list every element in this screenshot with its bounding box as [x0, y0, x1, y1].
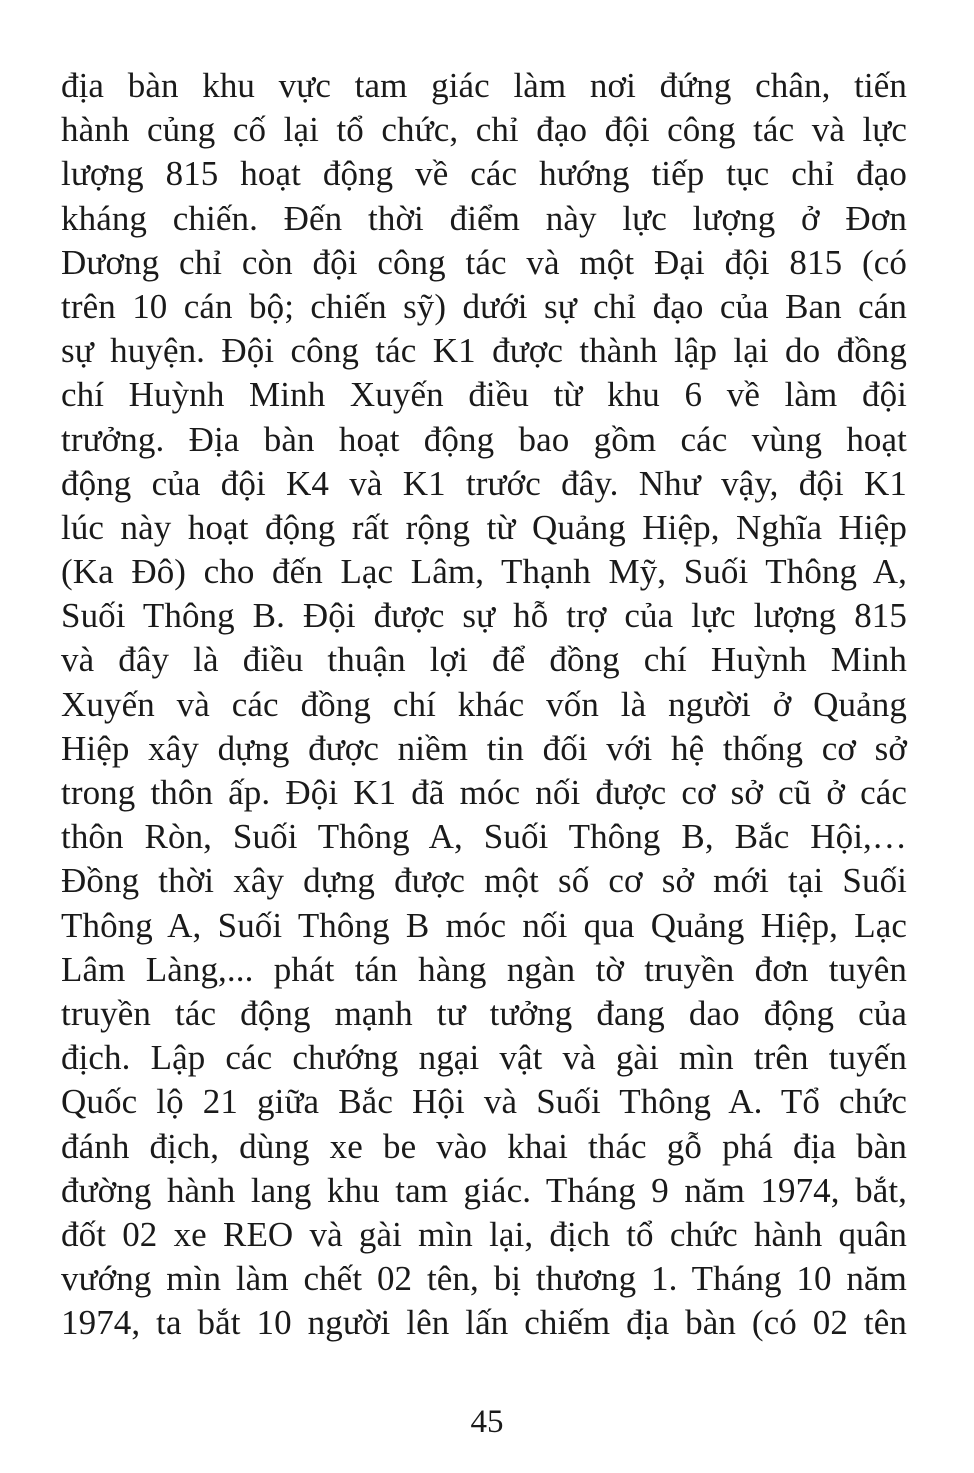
text-line: Suối Thông B. Đội được sự hỗ trợ của lực lượng 815 — [61, 596, 907, 636]
text-line: đánh địch, dùng xe be vào khai thác gỗ phá địa bàn — [61, 1126, 907, 1166]
text-line: chí Huỳnh Minh Xuyến điều từ khu 6 về làm đội — [61, 375, 907, 415]
text-line: 1974, ta bắt 10 người lên lấn chiếm địa bàn (có 02 tên — [61, 1303, 907, 1343]
text-line: Thông A, Suối Thông B móc nối qua Quảng Hiệp, Lạc — [61, 905, 907, 945]
text-line: Hiệp xây dựng được niềm tin đối với hệ thống cơ sở — [61, 728, 907, 768]
body-text — [61, 64, 907, 1345]
text-line: động của đội K4 và K1 trước đây. Như vậy, đội K1 — [61, 463, 907, 503]
text-line: địa bàn khu vực tam giác làm nơi đứng chân, tiến — [61, 66, 907, 105]
text-line: Quốc lộ 21 giữa Bắc Hội và Suối Thông A. Tổ chức — [61, 1082, 907, 1122]
text-line: hành củng cố lại tổ chức, chỉ đạo đội công tác và lực — [61, 110, 907, 150]
text-line: đốt 02 xe REO và gài mìn lại, địch tổ chức hành quân — [61, 1214, 907, 1254]
text-line: và đây là điều thuận lợi để đồng chí Huỳnh Minh — [61, 640, 907, 680]
text-line: đường hành lang khu tam giác. Tháng 9 năm 1974, bắt, — [61, 1170, 907, 1210]
text-line: sự huyện. Đội công tác K1 được thành lập lại do đồng — [61, 331, 907, 371]
text-line: Lâm Làng,... phát tán hàng ngàn tờ truyền đơn tuyên — [61, 949, 907, 989]
text-line: Dương chỉ còn đội công tác và một Đại đội 815 (có — [61, 242, 907, 282]
text-line: Đồng thời xây dựng được một số cơ sở mới tại Suối — [61, 861, 907, 901]
text-line: trong thôn ấp. Đội K1 đã móc nối được cơ sở cũ ở các — [61, 773, 907, 812]
text-line: địch. Lập các chướng ngại vật và gài mìn trên tuyến — [61, 1038, 907, 1078]
text-line: lượng 815 hoạt động về các hướng tiếp tục chỉ đạo — [61, 154, 907, 194]
page-number: 45 — [470, 1404, 504, 1440]
text-line: trên 10 cán bộ; chiến sỹ) dưới sự chỉ đạo của Ban cán — [61, 286, 907, 326]
text-line: vướng mìn làm chết 02 tên, bị thương 1. Tháng 10 năm — [61, 1259, 907, 1299]
text-line: (Ka Đô) cho đến Lạc Lâm, Thạnh Mỹ, Suối Thông A, — [61, 552, 907, 592]
text-line: lúc này hoạt động rất rộng từ Quảng Hiệp, Nghĩa Hiệp — [61, 507, 907, 547]
text-line: trưởng. Địa bàn hoạt động bao gồm các vùng hoạt — [61, 419, 907, 459]
text-line: kháng chiến. Đến thời điểm này lực lượng ở Đơn — [61, 198, 907, 238]
text-line: Xuyến và các đồng chí khác vốn là người ở Quảng — [61, 684, 907, 724]
text-line: truyền tác động mạnh tư tưởng đang dao động của — [61, 993, 907, 1033]
text-line: thôn Ròn, Suối Thông A, Suối Thông B, Bắc Hội,… — [61, 817, 907, 857]
